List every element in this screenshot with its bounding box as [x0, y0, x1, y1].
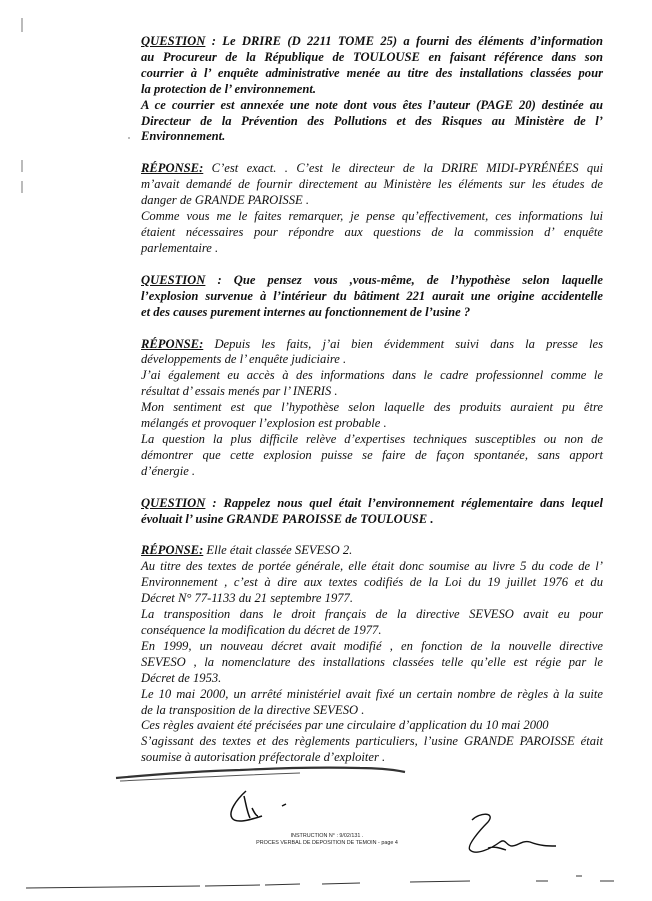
- text-line: danger de GRANDE PAROISSE .: [141, 193, 310, 208]
- text-line: En 1999, un nouveau décret avait modifié , en fonction de la nouvelle directive: [141, 638, 603, 653]
- bottom-scan-edge: [26, 876, 614, 888]
- text-line: et des causes purement internes au fonctionnement de l’usine ?: [141, 304, 471, 319]
- text-line: Mon sentiment est que l’hypothèse selon laquelle des produits auraient pu être: [141, 400, 603, 415]
- text-line: Décret N° 77-1133 du 21 septembre 1977.: [141, 591, 353, 606]
- text-line: courrier à l’ enquête administrative menée au titre des installations classées pour: [141, 65, 603, 80]
- text-line: étaient nécessaires pour répondre aux questions de la commission d’ enquête: [141, 224, 603, 239]
- text-line: A ce courrier est annexée une note dont vous êtes l’auteur (PAGE 20) destinée au: [141, 97, 603, 112]
- text-line: Directeur de la Prévention des Pollutions et des Risques au Ministère de l’: [141, 113, 603, 128]
- text-line: S’agissant des textes et des règlements particuliers, l’usine GRANDE PAROISSE était: [141, 734, 603, 749]
- text-line: Ces règles avaient été précisées par une circulaire d’application du 10 mai 2000: [141, 718, 549, 733]
- text-line: d’énergie .: [141, 463, 196, 478]
- text-line: la protection de l’ environnement.: [141, 81, 317, 96]
- answer-block: [141, 161, 603, 256]
- question-label: QUESTION: [141, 34, 206, 48]
- text-line: Environnement , c’est à dire aux textes codifiés de la Loi du 19 juillet 1976 et du: [141, 575, 603, 590]
- text-line: La question la plus difficile relève d’expertises techniques susceptibles ou non de: [141, 431, 603, 446]
- text-line: au Procureur de la République de TOULOUSE en faisant référence dans son: [141, 49, 603, 64]
- margin-marks: [22, 18, 130, 193]
- answer-label: RÉPONSE:: [141, 336, 204, 351]
- question-label: QUESTION: [141, 272, 206, 287]
- answer-label: RÉPONSE:: [141, 543, 204, 558]
- text-line: parlementaire .: [141, 240, 219, 255]
- signature-right: [469, 814, 556, 852]
- text-line: : Rappelez nous quel était l’environnement réglementaire dans lequel: [205, 495, 603, 510]
- text-line: Le 10 mai 2000, un arrêté ministériel avait fixé un certain nombre de règles à la suite: [141, 686, 603, 701]
- text-line: La transposition dans le droit français de la directive SEVESO avait eu pour: [141, 607, 603, 622]
- text-line: résultat d’ essais menés par l’ INERIS .: [141, 384, 338, 399]
- text-line: : Que pensez vous ,vous-même, de l’hypothèse selon laquelle: [205, 272, 603, 287]
- text-line: Elle était classée SEVESO 2.: [203, 543, 353, 558]
- proces-verbal-caption: PROCES VERBAL DE DEPOSITION DE TEMOIN - page 4: [256, 840, 398, 846]
- text-line: mélangés et provoquer l’explosion est probable .: [141, 416, 387, 431]
- answer-block: [141, 337, 603, 480]
- text-line: Décret de 1953.: [141, 670, 222, 685]
- text-line: de la transposition de la directive SEVESO .: [141, 702, 365, 717]
- question-label: QUESTION: [141, 495, 206, 510]
- text-line: SEVESO , la nomenclature des installations classées telle qu’elle est régie par le: [141, 654, 603, 669]
- text-line: l’explosion survenue à l’intérieur du bâtiment 221 aurait une origine accidentelle: [141, 288, 603, 303]
- deposition-text: [141, 34, 603, 782]
- text-line: démontrer que cette explosion puisse se faire de façon spontanée, sans apport: [141, 447, 603, 462]
- page-footer: [232, 833, 422, 847]
- instruction-number: INSTRUCTION N° : 9/02/131 .: [290, 833, 364, 839]
- text-line: Depuis les faits, j’ai bien évidemment suivi dans la presse les: [203, 336, 603, 351]
- text-line: Environnement.: [141, 129, 226, 144]
- text-line: conséquence la modification du décret de 1977.: [141, 623, 382, 637]
- text-line: évoluait l’ usine GRANDE PAROISSE de TOULOUSE .: [141, 511, 434, 526]
- text-line: C’est exact. . C’est le directeur de la DRIRE MIDI-PYRÉNÉES qui: [203, 161, 603, 176]
- question-block: [141, 34, 603, 145]
- text-line: m’avait demandé de fournir directement au Ministère les éléments sur les études de: [141, 177, 603, 192]
- text-line: développements de l’ enquête judiciaire .: [141, 352, 347, 367]
- text-line: : Le DRIRE (D 2211 TOME 25) a fourni des éléments d’information: [205, 34, 603, 48]
- question-block: [141, 273, 603, 321]
- signature-left: [231, 791, 286, 821]
- text-line: J’ai également eu accès à des informations dans le cadre professionnel comme le: [141, 368, 603, 383]
- text-line: Comme vous me le faites remarquer, je pense qu’effectivement, ces informations lui: [141, 209, 603, 224]
- text-line: soumise à autorisation préfectorale d’exploiter .: [141, 750, 386, 765]
- answer-label: RÉPONSE:: [141, 161, 204, 176]
- text-line: Au titre des textes de portée générale, elle était donc soumise au livre 5 du code de l’: [141, 559, 603, 574]
- question-block: [141, 496, 603, 528]
- answer-block: [141, 543, 603, 766]
